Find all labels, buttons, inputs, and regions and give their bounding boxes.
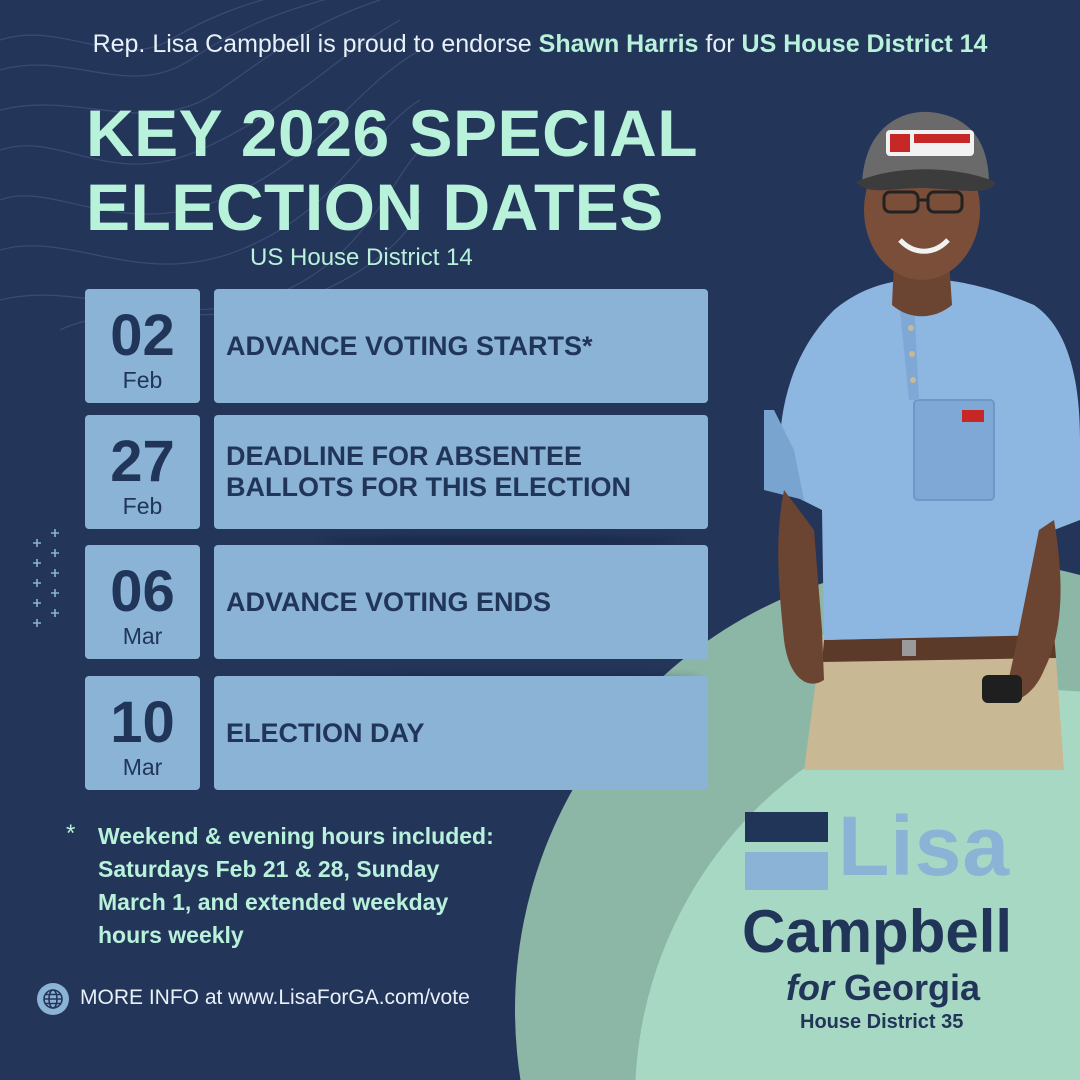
- title-line-1: KEY 2026 SPECIAL: [86, 96, 699, 170]
- logo-tagline: [786, 966, 980, 1010]
- decorative-plus-grid: [28, 528, 64, 628]
- date-day: 06: [110, 559, 175, 624]
- date-month: Mar: [122, 754, 163, 780]
- logo-for-word: for: [786, 967, 834, 1008]
- page-title: [86, 96, 726, 244]
- endorsement-line: [0, 30, 1080, 59]
- event-label: ADVANCE VOTING ENDS: [226, 586, 552, 617]
- date-card: [85, 289, 200, 403]
- race-name: US House District 14: [741, 30, 988, 58]
- event-card: [214, 415, 708, 529]
- date-card: [85, 415, 200, 529]
- date-card: [85, 545, 200, 659]
- logo-district: House District 35: [800, 1011, 964, 1033]
- candidate-name: Shawn Harris: [538, 30, 699, 58]
- more-info-link[interactable]: MORE INFO at www.LisaForGA.com/vote: [80, 986, 470, 1009]
- event-card: [214, 289, 708, 403]
- date-day: 02: [110, 303, 175, 368]
- event-label: ADVANCE VOTING STARTS*: [226, 330, 593, 361]
- date-day: 10: [110, 690, 175, 755]
- globe-icon: [36, 982, 70, 1016]
- date-card: [85, 676, 200, 790]
- date-month: Mar: [122, 623, 163, 649]
- event-card: [214, 676, 708, 790]
- page-subtitle: US House District 14: [250, 244, 473, 271]
- footnote-marker: *: [66, 820, 76, 847]
- title-line-2: ELECTION DATES: [86, 170, 664, 244]
- event-label: ELECTION DAY: [226, 717, 425, 748]
- candidate-photo: [764, 110, 1080, 770]
- event-card: [214, 545, 708, 659]
- date-day: 27: [110, 429, 175, 494]
- date-month: Feb: [122, 367, 163, 393]
- card-shadow: [320, 538, 680, 544]
- logo-last-name: Campbell: [742, 898, 1013, 965]
- endorsement-prefix: Rep. Lisa Campbell is proud to endorse: [92, 30, 539, 58]
- logo-bars-icon: [745, 812, 828, 890]
- footnote-text: Weekend & evening hours included: Saturdays Feb 21 & 28, Sunday March 1, and extended weekday hours weekly: [98, 823, 494, 948]
- endorsement-middle: for: [698, 30, 742, 58]
- logo-first-name: Lisa: [838, 799, 1011, 893]
- logo-state: Georgia: [844, 967, 981, 1008]
- event-label: DEADLINE FOR ABSENTEE BALLOTS FOR THIS ELECTION: [226, 441, 631, 502]
- date-month: Feb: [122, 493, 163, 519]
